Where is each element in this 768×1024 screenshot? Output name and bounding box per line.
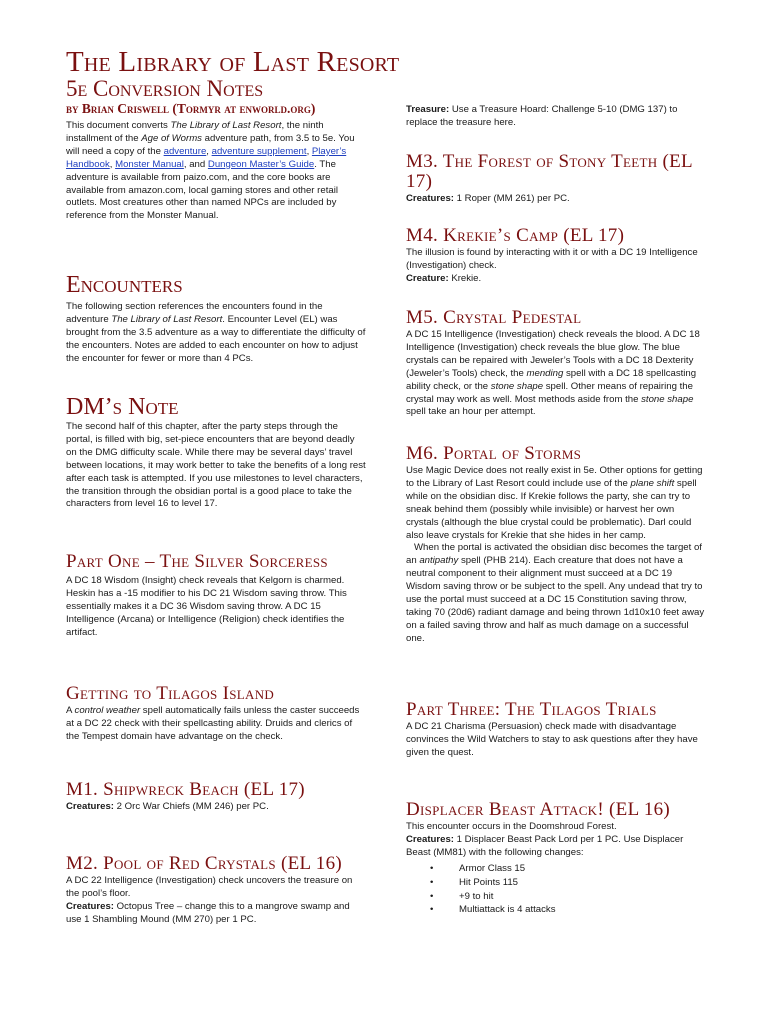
encounters-heading: Encounters xyxy=(66,272,183,298)
dms-note-paragraph: The second half of this chapter, after the party steps through the portal, is filled with big, set-piece encounters that are beyond deadly on the DMG difficulty scale. While there may be several days’ travel between locations, it may work better to take the benefits of a long rest after each task is attempted. If you use milestones to level characters, the transition through the obsidian portal is a good place to take the characters from level 16 to level 17. xyxy=(66,421,366,510)
creatures-label: Creatures: xyxy=(406,193,454,204)
intro-text: , xyxy=(306,145,312,157)
creature-label: Creature: xyxy=(406,272,449,284)
encounters-section xyxy=(66,272,366,366)
treasure-paragraph xyxy=(406,104,706,130)
dms-note-section xyxy=(66,394,366,511)
m3-heading: M3. The Forest of Stony Teeth (EL 17) xyxy=(406,151,693,192)
m3-section xyxy=(406,152,706,206)
m5-section xyxy=(406,308,706,419)
part-one-heading: Part One – The Silver Sorceress xyxy=(66,551,328,572)
dms-note-heading: DM’s Note xyxy=(66,394,179,420)
creatures-label: Creatures: xyxy=(66,900,114,912)
intro-text: adventure path, from 3.5 to 5e. You will need a copy of the xyxy=(66,132,355,157)
intro-text: Age of Worms xyxy=(141,132,202,144)
m5-heading: M5. Crystal Pedestal xyxy=(406,307,582,328)
m5-text: spell. Other means of repairing the crystal may work as well. Most methods aside from the xyxy=(406,380,693,405)
m2-text: Octopus Tree – change this to a mangrove swamp and use 1 Shambling Mound (MM 270) per 1 PC. xyxy=(66,900,350,925)
tilagos-text: control weather xyxy=(74,705,141,716)
m2-heading: M2. Pool of Red Crystals (EL 16) xyxy=(66,853,343,874)
m6-text: antipathy xyxy=(419,555,459,567)
m6-paragraph-1 xyxy=(406,465,706,542)
intro-text: , the ninth installment of the xyxy=(66,120,324,144)
intro-text: The Library of Last Resort xyxy=(170,120,282,131)
adventure-link[interactable]: adventure xyxy=(163,145,207,157)
m6-paragraph-2 xyxy=(406,542,706,645)
encounters-text: The Library of Last Resort xyxy=(111,313,223,325)
m4-section xyxy=(406,226,706,286)
m5-text: A DC 15 Intelligence (Investigation) check reveals the blood. A DC 18 Intelligence (Investigation) check reveals the blue glow. The blue crystals can be repaired with Jeweler’s Tools with a DC 18 Dexterity (Jeweler’s Tools) check, the xyxy=(406,329,700,379)
m6-text: plane shift xyxy=(630,477,675,489)
tilagos-island-paragraph xyxy=(66,705,366,744)
m5-text: spell with a DC 18 spellcasting ability check, or the xyxy=(406,367,697,392)
document-subtitle: 5e Conversion Notes xyxy=(66,76,264,101)
intro-text: This document converts xyxy=(66,120,171,131)
tilagos-island-heading: Getting to Tilagos Island xyxy=(66,683,275,704)
m5-paragraph xyxy=(406,329,706,419)
encounters-text: . Encounter Level (EL) was brought from the 3.5 adventure as a way to differentiate the difficulty of the encounters. Notes are added to each encounter on how to adjust the encounter for fewer or more than 4 PCs. xyxy=(66,313,366,364)
list-item: • Hit Points 115 xyxy=(406,876,706,890)
tilagos-text: spell automatically fails unless the caster succeeds at a DC 22 check with their spellcasting ability. Druids and clerics of the Tempest domain have advantage on the check. xyxy=(66,705,360,742)
treasure-label: Treasure: xyxy=(406,104,450,115)
treasure-section xyxy=(406,104,706,130)
document-title: The Library of Last Resort xyxy=(66,46,400,78)
m4-text: Krekie. xyxy=(448,272,482,284)
m2-section xyxy=(66,854,366,927)
m1-text: 2 Orc War Chiefs (MM 246) per PC. xyxy=(114,801,269,812)
displacer-paragraph: This encounter occurs in the Doomshroud Forest. xyxy=(406,821,617,832)
list-item: • +9 to hit xyxy=(406,890,706,904)
m6-text: When the portal is activated the obsidian disc becomes the target of an xyxy=(406,542,705,567)
m3-creatures xyxy=(406,193,706,206)
monster-manual-link[interactable]: Monster Manual xyxy=(115,158,184,170)
m4-heading: M4. Krekie’s Camp (EL 17) xyxy=(406,225,625,246)
encounters-text: The following section references the encounters found in the adventure xyxy=(66,301,323,325)
m6-text: Use Magic Device does not really exist in 5e. Other options for getting to the Library of Last Resort could include use of the xyxy=(406,465,703,489)
m5-text: stone shape xyxy=(490,380,544,392)
tilagos-text: A xyxy=(66,705,75,716)
m4-paragraph: The illusion is found by interacting with it or with a DC 19 Intelligence (Investigation) check. xyxy=(406,247,698,271)
part-three-paragraph: A DC 21 Charisma (Persuasion) check made with disadvantage convinces the Wild Watchers to stay to ask questions after they have given the quest. xyxy=(406,721,698,758)
m1-section xyxy=(66,780,366,814)
m1-creatures xyxy=(66,801,366,814)
treasure-text: Use a Treasure Hoard: Challenge 5-10 (DMG 137) to replace the treasure here. xyxy=(406,104,678,128)
list-item: • Armor Class 15 xyxy=(406,862,706,876)
adventure-supplement-link[interactable]: adventure supplement xyxy=(211,145,307,157)
m2-paragraph: A DC 22 Intelligence (Investigation) check uncovers the treasure on the pool’s floor. xyxy=(66,875,353,899)
part-one-paragraph: A DC 18 Wisdom (Insight) check reveals that Kelgorn is charmed. Heskin has a -15 modifier to his DC 21 Wisdom saving throw. This essentially makes it a DC 36 Wisdom saving throw. A DC 15 Intelligence (Arcana) or Intelligence (Religion) check identifies the artifact. xyxy=(66,575,347,638)
players-handbook-link[interactable]: Player’s Handbook xyxy=(66,145,347,170)
m6-section xyxy=(406,444,706,646)
m4-creature xyxy=(406,273,706,286)
intro-text: , and xyxy=(183,158,208,170)
m6-text: spell (PHB 214). Each creature that does not have a neutral component to their alignment must succeed at a DC 19 Wisdom saving throw or be subject to the spell. Any undead that try to use the portal must succeed at a DC 15 Constitution saving throw, taking 70 (20d6) radiant damage and being thrown 1d10x10 feet away on a failed saving throw and half as much damage on a successful one. xyxy=(406,555,707,644)
intro-paragraph xyxy=(66,120,366,223)
intro-section xyxy=(66,120,366,223)
m1-heading: M1. Shipwreck Beach (EL 17) xyxy=(66,779,305,800)
part-three-heading: Part Three: The Tilagos Trials xyxy=(406,699,657,720)
m6-text: spell while on the obsidian disc. If Krekie follows the party, she can try to sneak behind them (possibly while invisible) or harvest her own crystals (although the blue crystal could be problematic). Darl could also leave crystals for Krekie that she hides in her camp. xyxy=(406,477,697,541)
intro-text: , xyxy=(206,145,212,157)
intro-text: , xyxy=(109,158,116,170)
intro-text: . The adventure is available from paizo.com, and the core books are available from amazon.com, local gaming stores and other retail outlets. Most creatures other than named NPCs are included by reference from the Monster Manual. xyxy=(66,158,338,222)
displacer-section xyxy=(406,800,706,917)
m2-creatures xyxy=(66,901,366,927)
creatures-label: Creatures: xyxy=(66,801,114,812)
encounters-paragraph xyxy=(66,301,366,366)
creatures-label: Creatures: xyxy=(406,833,454,845)
stat-changes-list xyxy=(406,862,706,918)
m5-text: mending xyxy=(526,367,564,379)
m3-text: 1 Roper (MM 261) per PC. xyxy=(454,193,570,204)
dungeon-masters-guide-link[interactable]: Dungeon Master’s Guide xyxy=(207,158,315,170)
m5-text: spell take an hour per attempt. xyxy=(406,406,536,418)
displacer-creatures xyxy=(406,834,706,860)
displacer-heading: Displacer Beast Attack! (EL 16) xyxy=(406,799,671,820)
displacer-text: 1 Displacer Beast Pack Lord per 1 PC. Use Displacer Beast (MM81) with the following changes: xyxy=(406,833,684,858)
list-item: • Multiattack is 4 attacks xyxy=(406,903,706,917)
m6-heading: M6. Portal of Storms xyxy=(406,443,582,464)
part-three-section xyxy=(406,700,706,760)
author-byline: by Brian Criswell (Tormyr at enworld.org) xyxy=(66,101,316,116)
tilagos-island-section xyxy=(66,684,366,744)
m5-text: stone shape xyxy=(641,393,694,405)
part-one-section xyxy=(66,552,366,640)
